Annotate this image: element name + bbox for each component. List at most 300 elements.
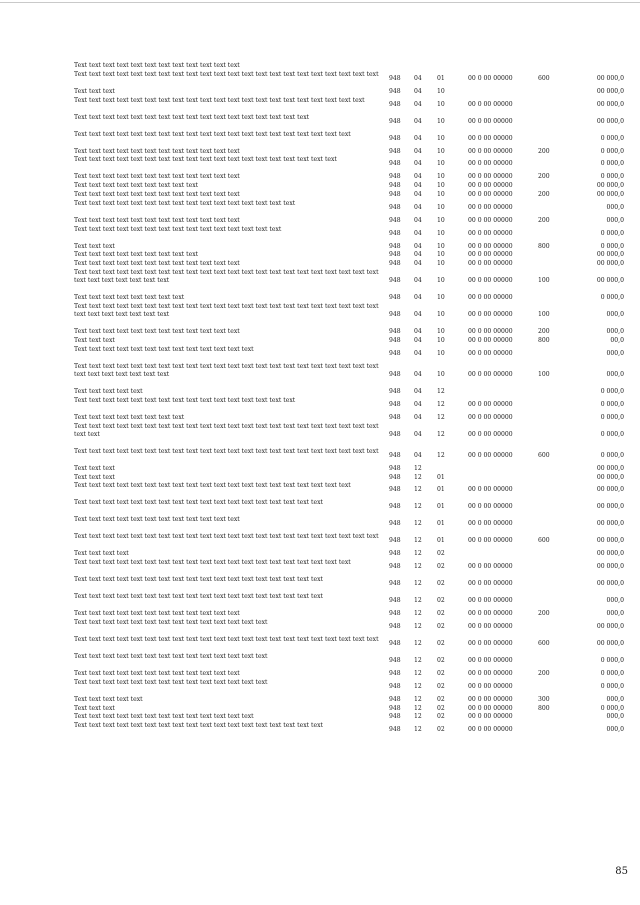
amount: 0 000,0: [600, 229, 624, 237]
target-article: 00 0 00 00000: [468, 328, 513, 336]
table-row: [0, 303, 640, 328]
amount: 000,0: [606, 328, 624, 336]
row-name: Text text text text text text text text text text text text text text text text text text text text text: [74, 96, 365, 104]
expense-type: 200: [538, 670, 550, 677]
subsection-code: 01: [437, 473, 445, 481]
target-article: 00 0 00 00000: [468, 413, 513, 421]
table-row: [0, 550, 640, 558]
target-article: 00 0 00 00000: [468, 134, 513, 142]
target-article: 00 0 00 00000: [468, 451, 513, 459]
row-name: Text text text text text text text text: [74, 294, 185, 302]
section-code: 04: [414, 160, 422, 168]
row-name: Text text text text text text text text text text text text text text text text text text text text text text: [74, 636, 379, 643]
row-name: Text text text text text text text text text text text text text text: [74, 678, 268, 686]
target-article: 00 0 00 00000: [468, 623, 513, 631]
row-name: Text text text text text text text text text text text text text text text text text text text text: [74, 482, 351, 490]
ministry-code: 948: [389, 464, 401, 472]
row-name: Text text text text text text text text text text text text text text text text text text: [74, 722, 324, 730]
target-article: 00 0 00 00000: [468, 294, 513, 302]
section-code: 04: [414, 203, 422, 211]
table-row: [0, 71, 640, 87]
subsection-code: 10: [437, 337, 445, 344]
table-row: [0, 191, 640, 199]
subsection-code: 10: [437, 117, 445, 125]
subsection-code: 02: [437, 704, 445, 712]
target-article: 00 0 00 00000: [468, 597, 513, 605]
table-row: [0, 260, 640, 268]
section-code: 04: [414, 370, 422, 378]
target-article: 00 0 00 00000: [468, 682, 513, 690]
row-name: Text text text text text text text text text text text text: [74, 610, 240, 618]
section-code: 12: [414, 537, 422, 545]
subsection-code: 02: [437, 657, 445, 665]
section-code: 12: [414, 580, 422, 588]
row-name: Text text text text text text text text text text text text: [74, 191, 240, 198]
ministry-code: 948: [389, 203, 401, 211]
table-row: [0, 346, 640, 362]
row-name: Text text text text text text text text text text text text: [74, 173, 240, 181]
table-row: [0, 226, 640, 242]
table-row: [0, 148, 640, 156]
expense-type: 600: [538, 451, 550, 459]
amount: 00 000,0: [596, 87, 624, 95]
subsection-code: 01: [437, 537, 445, 545]
row-name: Text text text text text text text text text: [74, 251, 199, 259]
section-code: 04: [414, 242, 422, 250]
row-name: Text text text: [74, 464, 115, 472]
section-code: 04: [414, 311, 422, 319]
ministry-code: 948: [389, 580, 401, 588]
ministry-code: 948: [389, 597, 401, 605]
ministry-code: 948: [389, 486, 401, 494]
section-code: 12: [414, 503, 422, 511]
amount: 00 000,0: [596, 464, 624, 472]
table-row: [0, 114, 640, 130]
amount: 00 000,0: [596, 100, 624, 108]
row-name: Text text text text text text text text text text text text: [74, 62, 240, 69]
amount: 0 000,0: [600, 388, 624, 395]
ministry-code: 948: [389, 695, 401, 703]
ministry-code: 948: [389, 623, 401, 631]
section-code: 04: [414, 147, 422, 155]
row-name: Text text text text text text text text text text text text: [74, 260, 240, 268]
row-name: Text text text text text text text text text: [74, 182, 199, 190]
row-name: Text text text: [74, 87, 115, 95]
row-name: Text text text text text text text text: [74, 413, 185, 421]
expense-type: 100: [538, 277, 550, 285]
amount: 0 000,0: [600, 451, 624, 459]
table-row: [0, 337, 640, 345]
target-article: 00 0 00 00000: [468, 242, 513, 250]
target-article: 00 0 00 00000: [468, 203, 513, 211]
subsection-code: 10: [437, 242, 445, 250]
subsection-code: 01: [437, 503, 445, 511]
subsection-code: 10: [437, 370, 445, 378]
table-row: [0, 388, 640, 396]
table-row: [0, 705, 640, 713]
section-code: 12: [414, 726, 422, 734]
ministry-code: 948: [389, 670, 401, 677]
row-name: Text text text: [74, 473, 115, 481]
row-name: Text text text text text text text text text text text text text text text text text text text text text text text text text text text text text: [74, 303, 379, 319]
table-row: [0, 619, 640, 635]
target-article: 00 0 00 00000: [468, 704, 513, 712]
amount: 00 000,0: [596, 550, 624, 558]
subsection-code: 02: [437, 726, 445, 734]
expense-type: 200: [538, 147, 550, 155]
section-code: 12: [414, 473, 422, 481]
amount: 0 000,0: [600, 242, 624, 250]
ministry-code: 948: [389, 251, 401, 259]
target-article: 00 0 00 00000: [468, 537, 513, 545]
table-row: [0, 251, 640, 259]
amount: 00 000,0: [596, 182, 624, 190]
amount: 000,0: [606, 311, 624, 319]
subsection-code: 10: [437, 134, 445, 142]
section-code: 04: [414, 134, 422, 142]
subsection-code: 10: [437, 87, 445, 95]
table-row: [0, 482, 640, 498]
amount: 000,0: [606, 597, 624, 605]
amount: 00 000,0: [596, 486, 624, 494]
ministry-code: 948: [389, 242, 401, 250]
table-row: [0, 576, 640, 592]
expense-type: 300: [538, 695, 550, 703]
row-name: Text text text: [74, 704, 115, 712]
amount: 0 000,0: [600, 160, 624, 168]
row-name: Text text text text text text text text text text text text text text text text text text: [74, 576, 324, 584]
section-code: 04: [414, 328, 422, 336]
target-article: 00 0 00 00000: [468, 182, 513, 190]
row-name: Text text text text text text text text text text text text text text text text text text text text text text: [74, 70, 379, 78]
amount: 00 000,0: [596, 251, 624, 259]
table-row: [0, 294, 640, 302]
expense-type: 200: [538, 173, 550, 181]
target-article: 00 0 00 00000: [468, 251, 513, 259]
ministry-code: 948: [389, 260, 401, 268]
amount: 000,0: [606, 203, 624, 211]
table-row: [0, 97, 640, 113]
subsection-code: 02: [437, 610, 445, 618]
ministry-code: 948: [389, 520, 401, 528]
amount: 00 000,0: [596, 623, 624, 631]
row-name: Text text text text text text text text text text text text text text text text text text text text text text text text: [74, 422, 379, 438]
subsection-code: 01: [437, 486, 445, 494]
section-code: 12: [414, 695, 422, 703]
ministry-code: 948: [389, 87, 401, 95]
section-code: 04: [414, 182, 422, 190]
subsection-code: 02: [437, 713, 445, 721]
table-row: [0, 670, 640, 678]
target-article: 00 0 00 00000: [468, 160, 513, 168]
section-code: 04: [414, 229, 422, 237]
table-row: [0, 182, 640, 190]
row-name: Text text text text text text text text text text text text: [74, 216, 240, 224]
table-row: [0, 653, 640, 669]
ministry-code: 948: [389, 473, 401, 481]
ministry-code: 948: [389, 610, 401, 618]
row-name: Text text text text text text text text text text text text text: [74, 345, 254, 353]
table-row: [0, 269, 640, 294]
row-name: Text text text text text text text text text text text text text text text text text text text text text text text text text text text text text: [74, 362, 379, 378]
ministry-code: 948: [389, 704, 401, 712]
row-name: Text text text: [74, 337, 115, 344]
row-name: Text text text text text text text text text text text text text text text text text text text text: [74, 130, 351, 138]
subsection-code: 01: [437, 74, 445, 82]
table-row: [0, 610, 640, 618]
amount: 00 000,0: [596, 520, 624, 528]
subsection-code: 10: [437, 251, 445, 259]
amount: 0 000,0: [600, 430, 624, 438]
amount: 0 000,0: [600, 147, 624, 155]
section-code: 04: [414, 349, 422, 357]
target-article: 00 0 00 00000: [468, 430, 513, 438]
row-name: Text text text text text text text text text text text text text text text text text: [74, 113, 310, 121]
section-code: 12: [414, 623, 422, 631]
amount: 000,0: [606, 726, 624, 734]
section-code: 04: [414, 337, 422, 344]
table-row: [0, 593, 640, 609]
table-row: [0, 173, 640, 181]
subsection-code: 10: [437, 100, 445, 108]
table-row: [0, 722, 640, 738]
table-row: [0, 559, 640, 575]
target-article: 00 0 00 00000: [468, 610, 513, 618]
section-code: 04: [414, 430, 422, 438]
ministry-code: 948: [389, 657, 401, 665]
row-name: Text text text text text text text text text text text text text text text text text text text text text text: [74, 447, 379, 455]
amount: 000,0: [606, 349, 624, 357]
amount: 0 000,0: [600, 682, 624, 690]
target-article: 00 0 00 00000: [468, 486, 513, 494]
section-code: 04: [414, 117, 422, 125]
row-name: Text text text text text text text text text text text text text text text: [74, 225, 282, 233]
target-article: 00 0 00 00000: [468, 695, 513, 703]
subsection-code: 10: [437, 349, 445, 357]
target-article: 00 0 00 00000: [468, 191, 513, 198]
amount: 000,0: [606, 216, 624, 224]
target-article: 00 0 00 00000: [468, 147, 513, 155]
target-article: 00 0 00 00000: [468, 173, 513, 181]
subsection-code: 02: [437, 682, 445, 690]
section-code: 04: [414, 74, 422, 82]
ministry-code: 948: [389, 430, 401, 438]
ministry-code: 948: [389, 713, 401, 721]
table-row: [0, 448, 640, 464]
subsection-code: 02: [437, 597, 445, 605]
section-code: 12: [414, 464, 422, 472]
table-row: [0, 217, 640, 225]
amount: 00,0: [610, 337, 624, 344]
expense-type: 200: [538, 328, 550, 336]
amount: 00 000,0: [596, 191, 624, 198]
table-row: [0, 696, 640, 704]
ministry-code: 948: [389, 370, 401, 378]
target-article: 00 0 00 00000: [468, 229, 513, 237]
target-article: 00 0 00 00000: [468, 349, 513, 357]
subsection-code: 02: [437, 695, 445, 703]
ministry-code: 948: [389, 400, 401, 408]
ministry-code: 948: [389, 74, 401, 82]
subsection-code: 02: [437, 640, 445, 648]
ministry-code: 948: [389, 311, 401, 319]
ministry-code: 948: [389, 117, 401, 125]
amount: 00 000,0: [596, 563, 624, 571]
ministry-code: 948: [389, 349, 401, 357]
row-name: Text text text text text text text text text text text text text text text text text text text: [74, 156, 337, 164]
subsection-code: 12: [437, 430, 445, 438]
subsection-code: 10: [437, 160, 445, 168]
expense-type: 200: [538, 216, 550, 224]
expense-type: 800: [538, 242, 550, 250]
ministry-code: 948: [389, 160, 401, 168]
row-name: Text text text text text: [74, 695, 143, 703]
expense-type: 600: [538, 537, 550, 545]
expense-type: 200: [538, 610, 550, 618]
section-code: 12: [414, 657, 422, 665]
table-row: [0, 474, 640, 482]
ministry-code: 948: [389, 682, 401, 690]
amount: 0 000,0: [600, 670, 624, 677]
row-name: Text text text text text text text text text text text text text text text text: [74, 199, 296, 207]
table-row: [0, 516, 640, 532]
ministry-code: 948: [389, 229, 401, 237]
row-name: Text text text text text text text text text text text text text text text text text text text text: [74, 559, 351, 567]
subsection-code: 12: [437, 413, 445, 421]
target-article: 00 0 00 00000: [468, 670, 513, 677]
section-code: 12: [414, 486, 422, 494]
table-row: [0, 200, 640, 216]
section-code: 12: [414, 704, 422, 712]
row-name: Text text text text text text text text text text text text text text text text text text text text text text text text text text text text text: [74, 269, 379, 285]
subsection-code: 10: [437, 147, 445, 155]
ministry-code: 948: [389, 413, 401, 421]
table-row: [0, 363, 640, 388]
subsection-code: 10: [437, 173, 445, 181]
ministry-code: 948: [389, 640, 401, 648]
page-number: 85: [615, 866, 628, 877]
amount: 00 000,0: [596, 260, 624, 268]
ministry-code: 948: [389, 277, 401, 285]
target-article: 00 0 00 00000: [468, 370, 513, 378]
amount: 0 000,0: [600, 173, 624, 181]
subsection-code: 02: [437, 670, 445, 677]
subsection-code: 10: [437, 203, 445, 211]
section-code: 12: [414, 610, 422, 618]
ministry-code: 948: [389, 563, 401, 571]
expense-type: 100: [538, 370, 550, 378]
section-code: 04: [414, 451, 422, 459]
section-code: 04: [414, 400, 422, 408]
section-code: 12: [414, 713, 422, 721]
table-row: [0, 679, 640, 695]
section-code: 12: [414, 520, 422, 528]
table-row: [0, 499, 640, 515]
section-code: 12: [414, 597, 422, 605]
amount: 000,0: [606, 695, 624, 703]
row-name: Text text text text text: [74, 388, 143, 395]
ministry-code: 948: [389, 173, 401, 181]
row-name: Text text text text text text text text text text text text text text text text text text: [74, 593, 324, 601]
amount: 00 000,0: [596, 503, 624, 511]
subsection-code: 10: [437, 311, 445, 319]
target-article: 00 0 00 00000: [468, 520, 513, 528]
subsection-code: 02: [437, 623, 445, 631]
subsection-code: 02: [437, 580, 445, 588]
expense-type: 100: [538, 311, 550, 319]
amount: 0 000,0: [600, 704, 624, 712]
ministry-code: 948: [389, 294, 401, 302]
table-row: [0, 131, 640, 147]
subsection-code: 10: [437, 229, 445, 237]
target-article: 00 0 00 00000: [468, 640, 513, 648]
section-code: 04: [414, 191, 422, 198]
target-article: 00 0 00 00000: [468, 563, 513, 571]
ministry-code: 948: [389, 191, 401, 198]
target-article: 00 0 00 00000: [468, 580, 513, 588]
target-article: 00 0 00 00000: [468, 400, 513, 408]
target-article: 00 0 00 00000: [468, 311, 513, 319]
ministry-code: 948: [389, 550, 401, 558]
ministry-code: 948: [389, 216, 401, 224]
ministry-code: 948: [389, 537, 401, 545]
subsection-code: 02: [437, 550, 445, 558]
row-name: Text text text text text text text text text text text text: [74, 670, 240, 677]
target-article: 00 0 00 00000: [468, 657, 513, 665]
subsection-code: 10: [437, 260, 445, 268]
target-article: 00 0 00 00000: [468, 503, 513, 511]
row-name: Text text text text text text text text text text text text: [74, 516, 240, 524]
table-row: [0, 88, 640, 96]
amount: 0 000,0: [600, 413, 624, 421]
amount: 0 000,0: [600, 294, 624, 302]
amount: 00 000,0: [596, 117, 624, 125]
row-name: Text text text text text text text text text text text text text text text text text text: [74, 499, 324, 507]
expense-type: 200: [538, 191, 550, 198]
target-article: 00 0 00 00000: [468, 713, 513, 721]
ministry-code: 948: [389, 503, 401, 511]
ministry-code: 948: [389, 451, 401, 459]
subsection-code: 10: [437, 191, 445, 198]
section-code: 04: [414, 100, 422, 108]
target-article: 00 0 00 00000: [468, 260, 513, 268]
target-article: 00 0 00 00000: [468, 100, 513, 108]
expense-type: 600: [538, 74, 550, 82]
subsection-code: 10: [437, 328, 445, 336]
table-row: [0, 533, 640, 549]
section-code: 12: [414, 563, 422, 571]
section-code: 04: [414, 173, 422, 181]
table-row: [0, 636, 640, 652]
ministry-code: 948: [389, 182, 401, 190]
row-name: Text text text text text text text text text text text text: [74, 328, 240, 336]
target-article: 00 0 00 00000: [468, 74, 513, 82]
subsection-code: 01: [437, 520, 445, 528]
amount: 0 000,0: [600, 657, 624, 665]
section-code: 12: [414, 670, 422, 677]
section-code: 04: [414, 216, 422, 224]
section-code: 12: [414, 682, 422, 690]
table-row: [0, 397, 640, 413]
amount: 000,0: [606, 713, 624, 721]
row-name: Text text text text text text text text text text text text text text: [74, 653, 268, 660]
ministry-code: 948: [389, 100, 401, 108]
amount: 00 000,0: [596, 580, 624, 588]
row-name: Text text text text text text text text text text text text text text: [74, 619, 268, 626]
amount: 0 000,0: [600, 134, 624, 142]
expense-type: 800: [538, 704, 550, 712]
ministry-code: 948: [389, 134, 401, 142]
